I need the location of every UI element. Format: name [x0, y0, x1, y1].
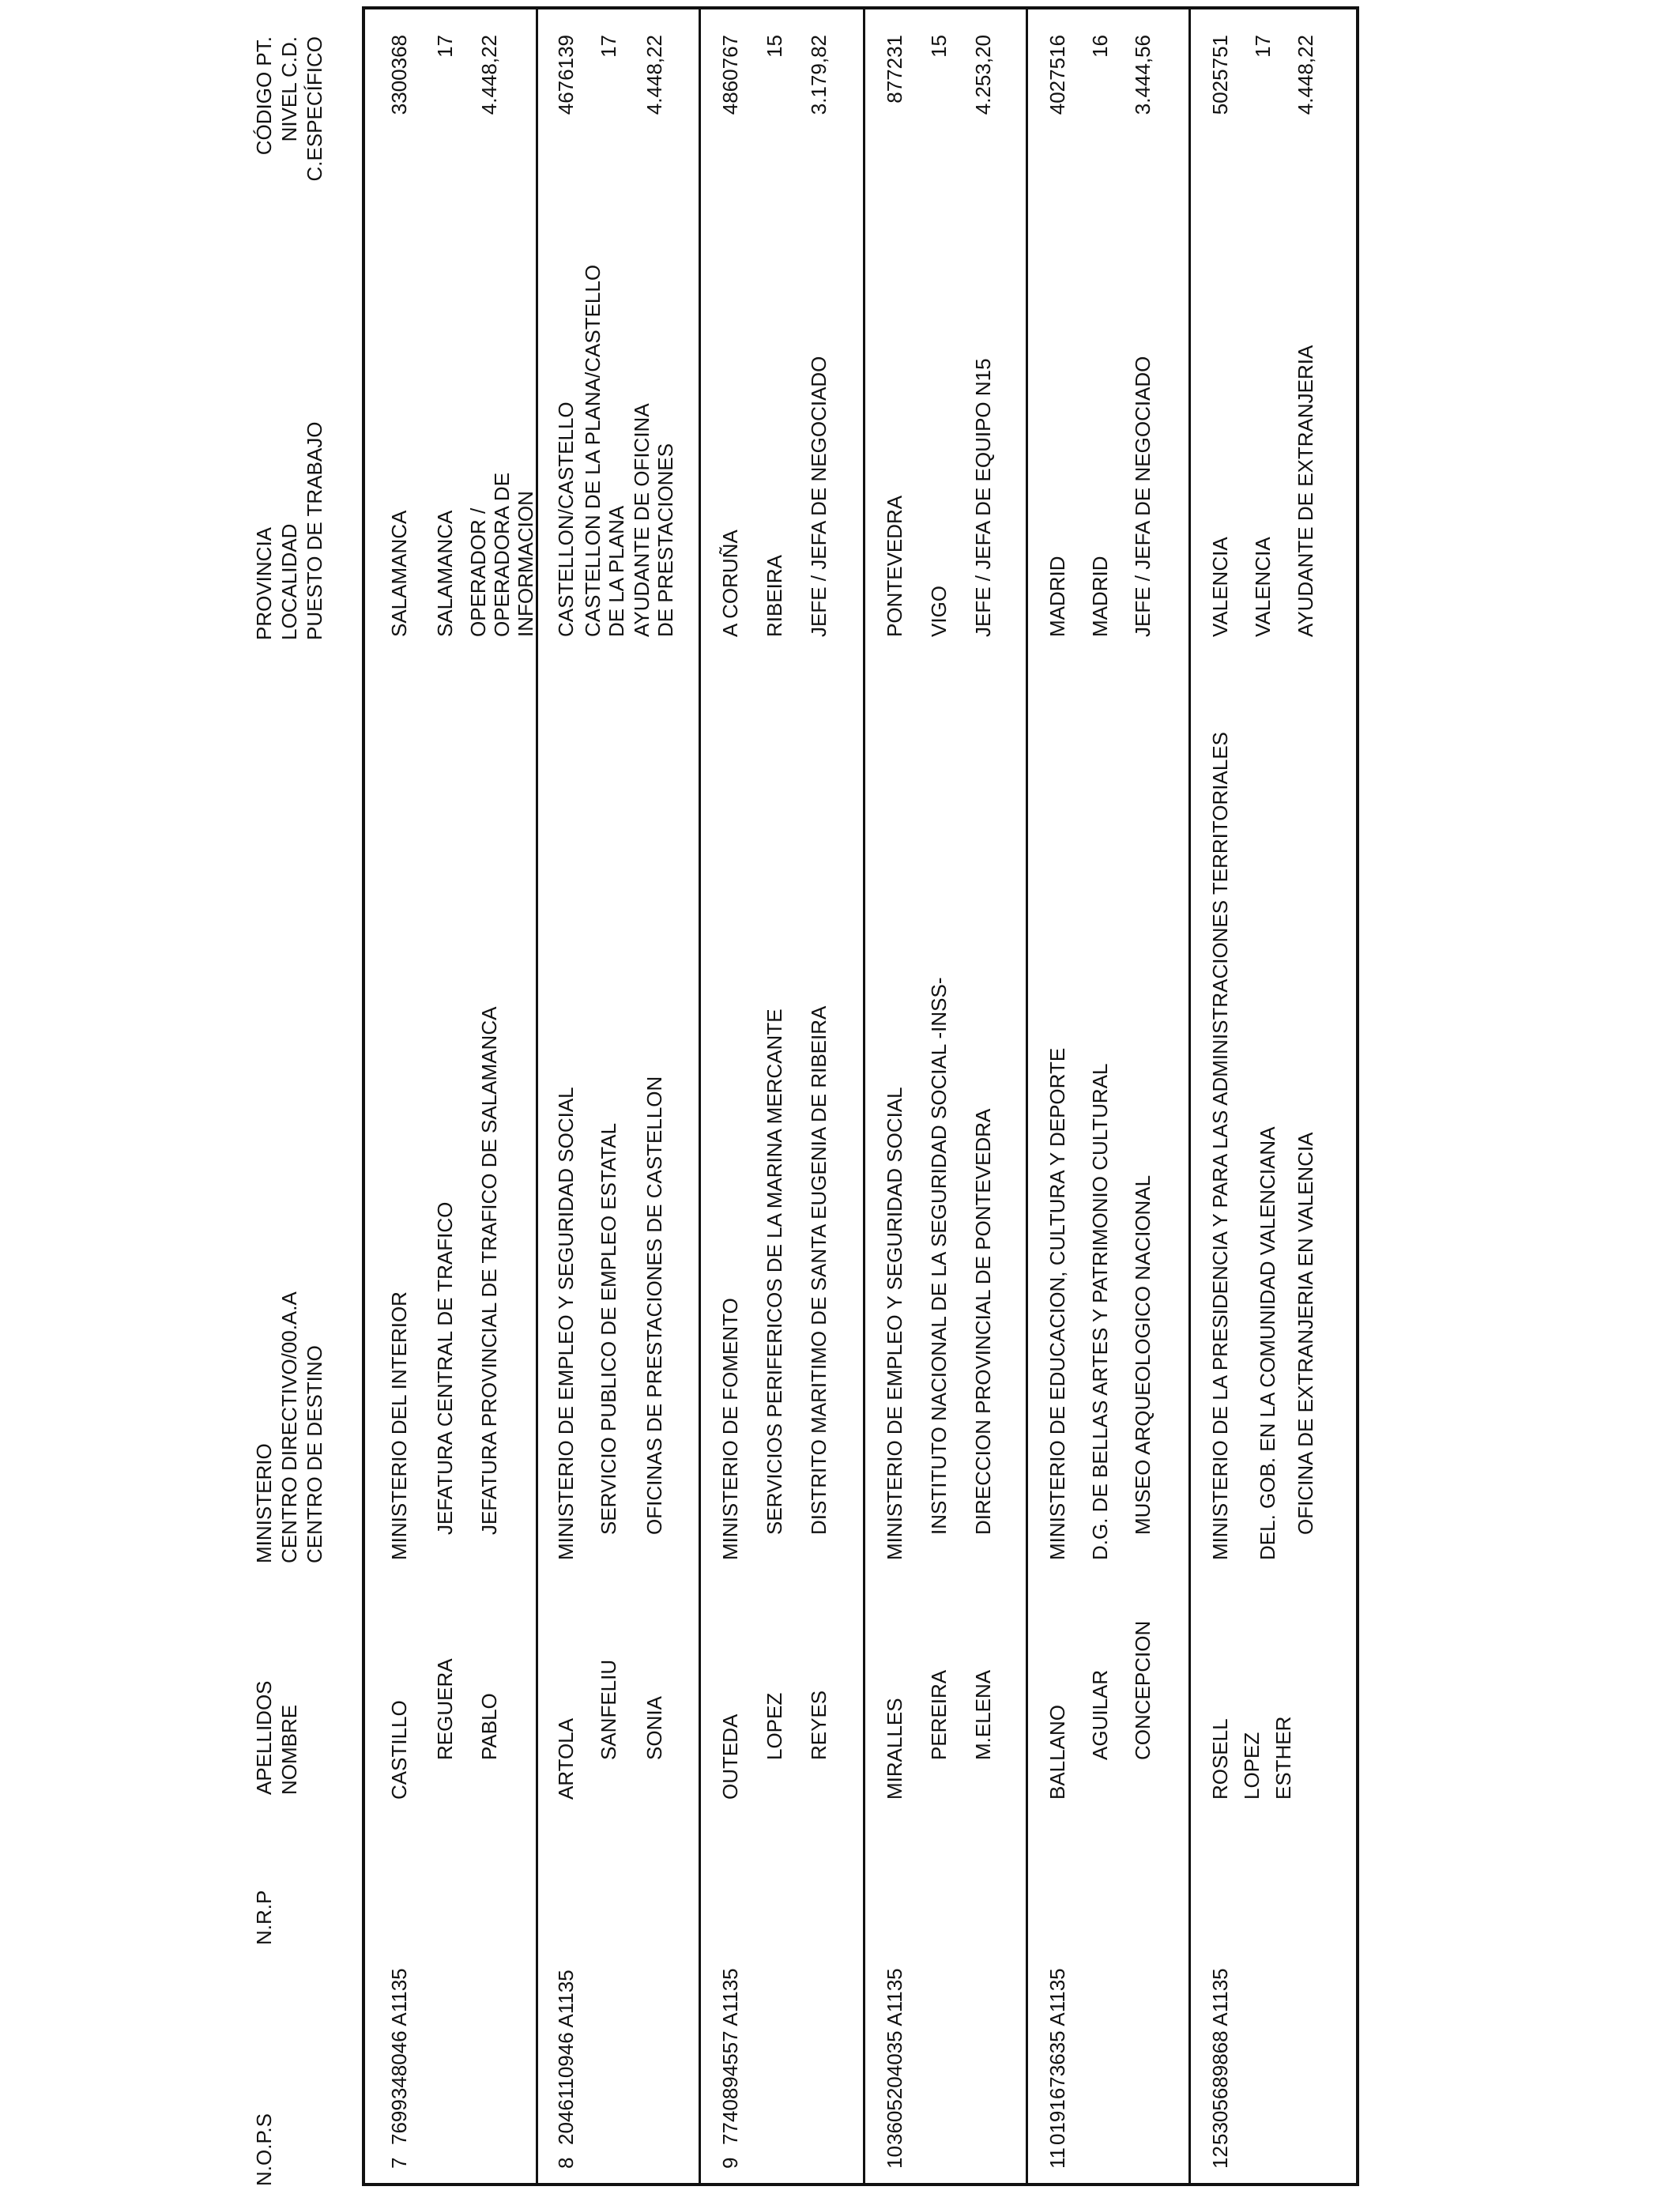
record-apellido1: OUTEDA	[718, 1713, 742, 1800]
record-apellido2: PEREIRA	[927, 1669, 951, 1760]
table-row	[699, 9, 863, 2183]
record-especifico: 4.448,22	[1294, 35, 1317, 115]
record-centro-directivo: SERVICIO PUBLICO DE EMPLEO ESTATAL	[597, 1122, 620, 1535]
record-ministerio: MINISTERIO DE LA PRESIDENCIA Y PARA LAS ADMINISTRACIONES TERRITORIALES	[1208, 732, 1232, 1560]
header-especifico-label: C.ESPECÍFICO	[303, 36, 326, 182]
header-codigo-nivel-especifico	[251, 36, 327, 194]
record-provincia: SALAMANCA	[387, 510, 411, 637]
record-codigo: 4676139	[554, 35, 578, 115]
header-centro-destino-label: CENTRO DE DESTINO	[303, 1345, 326, 1563]
table-row	[365, 9, 536, 2183]
record-apellido1: CASTILLO	[387, 1700, 411, 1800]
header-nrp-label: N.R.P	[252, 1890, 276, 1945]
record-centro-destino: OFICINA DE EXTRANJERIA EN VALENCIA	[1294, 1132, 1317, 1535]
record-nrp: 2046110946 A1135	[554, 1970, 578, 2145]
record-centro-destino: OFICINAS DE PRESTACIONES DE CASTELLON	[642, 1076, 666, 1535]
record-nops: 7	[387, 2157, 411, 2169]
record-centro-directivo: JEFATURA CENTRAL DE TRAFICO	[433, 1201, 457, 1535]
record-ministerio: MINISTERIO DE EMPLEO Y SEGURIDAD SOCIAL	[554, 1087, 578, 1560]
record-especifico: 4.448,22	[477, 35, 501, 115]
record-apellido1: MIRALLES	[883, 1698, 906, 1800]
table-row	[536, 9, 699, 2183]
record-localidad: VIGO	[927, 585, 951, 637]
record-provincia: MADRID	[1045, 556, 1069, 637]
record-nivel: 15	[927, 35, 951, 58]
record-especifico: 3.179,82	[807, 35, 831, 115]
record-localidad: RIBEIRA	[763, 554, 786, 637]
header-apellidos-label: APELLIDOS	[252, 1680, 276, 1795]
record-ministerio: MINISTERIO DEL INTERIOR	[387, 1291, 411, 1560]
record-centro-directivo: SERVICIOS PERIFERICOS DE LA MARINA MERCANTE	[763, 1008, 786, 1535]
record-nrp: 3605204035 A1135	[883, 1968, 906, 2145]
record-apellido2: REGUERA	[433, 1658, 457, 1760]
record-especifico: 4.253,20	[971, 35, 995, 115]
record-nivel: 17	[597, 35, 620, 58]
record-codigo: 877231	[883, 35, 906, 104]
record-puesto: JEFE / JEFA DE NEGOCIADO	[807, 356, 831, 637]
record-centro-destino: JEFATURA PROVINCIAL DE TRAFICO DE SALAMANCA	[477, 1006, 501, 1535]
record-especifico: 4.448,22	[642, 35, 666, 115]
record-apellido1: ROSELL	[1208, 1718, 1232, 1800]
record-nivel: 16	[1088, 35, 1112, 58]
records-table	[362, 6, 1359, 2186]
record-ministerio: MINISTERIO DE EDUCACION, CULTURA Y DEPORTE	[1045, 1047, 1069, 1560]
header-nops-label: N.O.P.S	[252, 2113, 276, 2186]
table-row	[1026, 9, 1188, 2183]
record-centro-destino: DIRECCION PROVINCIAL DE PONTEVEDRA	[971, 1108, 995, 1535]
record-nivel: 17	[1251, 35, 1275, 58]
record-nombre: ESTHER	[1271, 1716, 1295, 1800]
header-puesto-label: PUESTO DE TRABAJO	[303, 421, 326, 640]
record-nrp: 7740894557 A1135	[718, 1968, 742, 2145]
record-centro-destino: DISTRITO MARITIMO DE SANTA EUGENIA DE RIBEIRA	[807, 1005, 831, 1535]
header-provincia-label: PROVINCIA	[252, 526, 276, 640]
record-provincia: VALENCIA	[1208, 537, 1232, 637]
record-ministerio: MINISTERIO DE FOMENTO	[718, 1298, 742, 1560]
record-nops: 10	[883, 2146, 906, 2169]
record-centro-directivo: D.G. DE BELLAS ARTES Y PATRIMONIO CULTURAL	[1088, 1063, 1112, 1560]
header-nombre-label: NOMBRE	[277, 1704, 301, 1795]
record-puesto: OPERADOR / OPERADORA DE INFORMACION	[466, 472, 537, 637]
header-centro-directivo-label: CENTRO DIRECTIVO/00.A.A	[277, 1291, 301, 1563]
record-apellido2: LOPEZ	[763, 1692, 786, 1760]
record-nombre: CONCEPCION	[1131, 1620, 1155, 1760]
record-especifico: 3.444,56	[1131, 35, 1155, 115]
record-localidad: CASTELLON DE LA PLANA/CASTELLO DE LA PLANA	[581, 264, 628, 637]
record-apellido2: SANFELIU	[597, 1659, 620, 1760]
header-ministerio-label: MINISTERIO	[252, 1443, 276, 1563]
record-nombre: SONIA	[642, 1696, 666, 1760]
record-nivel: 17	[433, 35, 457, 58]
header-nrp	[251, 1891, 277, 1945]
header-ministerio-centro	[251, 1291, 327, 1563]
record-codigo: 3300368	[387, 35, 411, 115]
record-provincia: A CORUÑA	[718, 530, 742, 637]
record-localidad: SALAMANCA	[433, 510, 457, 637]
record-nrp: 5305689868 A1135	[1208, 1968, 1232, 2145]
record-ministerio: MINISTERIO DE EMPLEO Y SEGURIDAD SOCIAL	[883, 1087, 906, 1560]
table-row	[1188, 9, 1356, 2183]
header-codigo-label: CÓDIGO PT.	[252, 36, 276, 156]
header-provincia-puesto	[251, 422, 327, 640]
record-apellido1: BALLANO	[1045, 1705, 1069, 1800]
record-puesto: JEFE / JEFA DE EQUIPO N15	[971, 358, 995, 637]
record-provincia: CASTELLON/CASTELLO	[554, 401, 578, 637]
record-codigo: 5025751	[1208, 35, 1232, 115]
record-nivel: 15	[763, 35, 786, 58]
record-nombre: PABLO	[477, 1693, 501, 1760]
record-nops: 9	[718, 2157, 742, 2169]
record-nombre: REYES	[807, 1690, 831, 1760]
record-centro-destino: MUSEO ARQUEOLOGICO NACIONAL	[1131, 1174, 1155, 1535]
record-localidad: MADRID	[1088, 556, 1112, 637]
record-apellido1: ARTOLA	[554, 1717, 578, 1800]
header-nivel-label: NIVEL C.D.	[277, 36, 301, 142]
record-puesto: AYUDANTE DE EXTRANJERIA	[1294, 345, 1317, 637]
table-row	[863, 9, 1026, 2183]
header-nops	[251, 2113, 277, 2186]
record-codigo: 4860767	[718, 35, 742, 115]
record-localidad: VALENCIA	[1251, 537, 1275, 637]
record-codigo: 4027516	[1045, 35, 1069, 115]
record-nrp: 7699348046 A1135	[387, 1968, 411, 2145]
record-nops: 8	[554, 2157, 578, 2169]
record-centro-directivo: DEL. GOB. EN LA COMUNIDAD VALENCIANA	[1256, 1126, 1279, 1560]
record-nombre: M.ELENA	[971, 1669, 995, 1760]
record-nops: 11	[1045, 2147, 1069, 2169]
record-nops: 12	[1208, 2146, 1232, 2169]
record-apellido2: AGUILAR	[1088, 1669, 1112, 1760]
record-puesto: JEFE / JEFA DE NEGOCIADO	[1131, 356, 1155, 637]
header-localidad-label: LOCALIDAD	[277, 523, 301, 640]
record-centro-directivo: INSTITUTO NACIONAL DE LA SEGURIDAD SOCIAL -INSS-	[927, 977, 951, 1535]
record-puesto: AYUDANTE DE OFICINA DE PRESTACIONES	[630, 404, 677, 637]
record-apellido2: LOPEZ	[1240, 1732, 1264, 1800]
header-apellidos-nombre	[251, 1680, 302, 1795]
record-nrp: 0191673635 A1135	[1045, 1968, 1069, 2145]
record-provincia: PONTEVEDRA	[883, 495, 906, 637]
